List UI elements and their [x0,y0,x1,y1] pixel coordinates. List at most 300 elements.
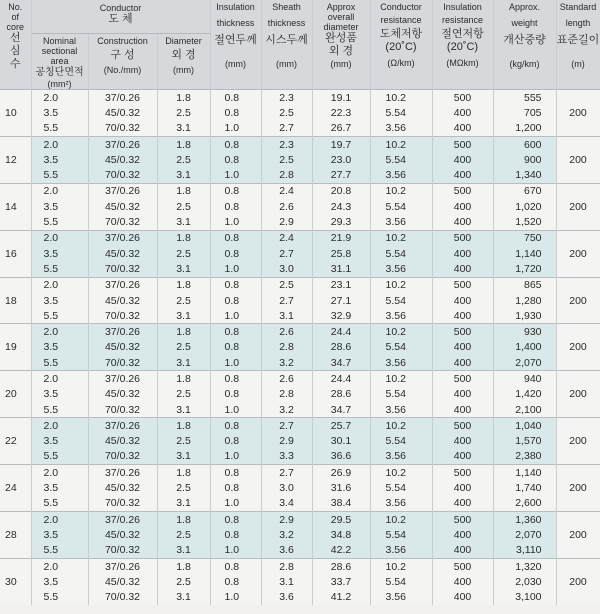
cell-ins-resistance: 400 [432,402,493,418]
cell-area: 3.5 [31,152,88,167]
cell-standard-length: 200 [556,136,600,183]
cell-overall: 33.7 [312,574,370,589]
cell-resistance: 3.56 [370,590,432,605]
cell-resistance: 5.54 [370,246,432,261]
cell-insulation: 0.8 [210,371,261,387]
cell-standard-length: 200 [556,512,600,559]
cell-resistance: 10.2 [370,512,432,528]
cell-ins-resistance: 400 [432,590,493,605]
cell-diameter: 3.1 [157,261,210,277]
cell-insulation: 1.0 [210,214,261,230]
cell-insulation: 1.0 [210,121,261,137]
cell-construction: 45/0.32 [88,105,157,120]
cell-overall: 21.9 [312,230,370,246]
cell-weight: 555 [493,90,556,106]
table-row [0,324,600,340]
cell-construction: 70/0.32 [88,496,157,512]
cell-insulation: 0.8 [210,418,261,434]
table-row [0,308,600,324]
cell-diameter: 3.1 [157,355,210,371]
cell-overall: 25.7 [312,418,370,434]
cell-area: 2.0 [31,465,88,481]
cell-construction: 70/0.32 [88,121,157,137]
cell-weight: 670 [493,183,556,199]
cell-weight: 1,020 [493,199,556,214]
cell-resistance: 3.56 [370,214,432,230]
cell-sheath: 2.4 [261,230,312,246]
cell-sheath: 3.2 [261,355,312,371]
cell-cores: 30 [0,558,31,604]
cell-sheath: 3.1 [261,308,312,324]
cell-diameter: 2.5 [157,246,210,261]
cell-diameter: 3.1 [157,167,210,183]
cell-sheath: 3.6 [261,543,312,559]
cell-weight: 1,200 [493,121,556,137]
cell-diameter: 2.5 [157,152,210,167]
cell-sheath: 2.4 [261,183,312,199]
cell-resistance: 10.2 [370,371,432,387]
table-body [0,90,600,605]
cell-sheath: 3.4 [261,496,312,512]
cell-sheath: 2.7 [261,246,312,261]
header-overall-diameter: Approx overall diameter 완성품 외 경 (mm) [312,0,370,90]
table-row [0,512,600,528]
cell-area: 2.0 [31,371,88,387]
cell-weight: 1,520 [493,214,556,230]
cell-construction: 37/0.26 [88,418,157,434]
cell-sheath: 3.0 [261,261,312,277]
cell-weight: 2,070 [493,527,556,542]
cell-sheath: 3.3 [261,449,312,465]
cell-sheath: 3.2 [261,527,312,542]
cell-insulation: 1.0 [210,308,261,324]
cell-standard-length: 200 [556,90,600,137]
cell-diameter: 1.8 [157,418,210,434]
cell-sheath: 3.6 [261,590,312,605]
header-conductor-resistance: Conductor resistance 도체저항 (20˚C) (Ω/km) [370,0,432,90]
cell-resistance: 3.56 [370,543,432,559]
cell-insulation: 1.0 [210,449,261,465]
cell-resistance: 3.56 [370,308,432,324]
cell-ins-resistance: 400 [432,261,493,277]
cell-insulation: 0.8 [210,512,261,528]
cell-ins-resistance: 500 [432,277,493,293]
cell-ins-resistance: 500 [432,90,493,106]
cell-sheath: 2.9 [261,214,312,230]
cell-overall: 29.5 [312,512,370,528]
cell-diameter: 1.8 [157,558,210,574]
table-row [0,402,600,418]
cell-insulation: 1.0 [210,402,261,418]
table-row [0,199,600,214]
cell-insulation: 0.8 [210,434,261,449]
cell-diameter: 2.5 [157,574,210,589]
cell-insulation: 0.8 [210,340,261,355]
cell-standard-length: 200 [556,371,600,418]
cell-resistance: 5.54 [370,199,432,214]
cell-overall: 28.6 [312,558,370,574]
cell-diameter: 2.5 [157,387,210,402]
cell-standard-length: 200 [556,277,600,324]
cell-overall: 31.1 [312,261,370,277]
cell-ins-resistance: 500 [432,418,493,434]
cell-ins-resistance: 500 [432,136,493,152]
cell-diameter: 3.1 [157,121,210,137]
cell-overall: 27.1 [312,293,370,308]
cell-diameter: 1.8 [157,465,210,481]
header-construction: Construction 구 성 (No./mm) [88,34,157,90]
cell-cores: 14 [0,183,31,230]
cell-resistance: 5.54 [370,574,432,589]
cell-weight: 1,740 [493,480,556,495]
cell-overall: 23.0 [312,152,370,167]
table-row [0,214,600,230]
cell-resistance: 3.56 [370,167,432,183]
cell-area: 3.5 [31,105,88,120]
cell-resistance: 3.56 [370,121,432,137]
cell-area: 5.5 [31,261,88,277]
cell-overall: 24.4 [312,324,370,340]
cell-construction: 70/0.32 [88,543,157,559]
cell-cores: 16 [0,230,31,277]
cell-overall: 23.1 [312,277,370,293]
cell-sheath: 2.5 [261,152,312,167]
cell-weight: 1,400 [493,340,556,355]
cell-resistance: 10.2 [370,277,432,293]
cell-insulation: 0.8 [210,558,261,574]
cell-construction: 37/0.26 [88,90,157,106]
table-row [0,449,600,465]
cell-area: 2.0 [31,230,88,246]
cell-insulation: 0.8 [210,105,261,120]
cell-construction: 70/0.32 [88,402,157,418]
cell-weight: 1,570 [493,434,556,449]
cell-insulation: 0.8 [210,183,261,199]
cell-weight: 1,280 [493,293,556,308]
cell-resistance: 5.54 [370,105,432,120]
cell-resistance: 10.2 [370,465,432,481]
cell-cores: 24 [0,465,31,512]
cell-overall: 34.7 [312,402,370,418]
cell-ins-resistance: 400 [432,293,493,308]
cell-sheath: 2.9 [261,434,312,449]
cell-construction: 45/0.32 [88,387,157,402]
cell-cores: 22 [0,418,31,465]
cell-diameter: 2.5 [157,199,210,214]
cell-insulation: 0.8 [210,152,261,167]
cell-construction: 70/0.32 [88,449,157,465]
cell-weight: 705 [493,105,556,120]
cell-sheath: 2.8 [261,558,312,574]
cell-weight: 1,720 [493,261,556,277]
cell-resistance: 5.54 [370,527,432,542]
table-row [0,277,600,293]
cell-construction: 37/0.26 [88,512,157,528]
cell-standard-length: 200 [556,558,600,604]
cell-insulation: 0.8 [210,199,261,214]
cell-diameter: 1.8 [157,371,210,387]
cell-resistance: 3.56 [370,496,432,512]
cell-resistance: 5.54 [370,152,432,167]
cell-insulation: 0.8 [210,136,261,152]
cell-weight: 3,100 [493,590,556,605]
cell-ins-resistance: 400 [432,308,493,324]
cell-insulation: 0.8 [210,293,261,308]
cell-sheath: 3.1 [261,574,312,589]
cell-sheath: 2.3 [261,136,312,152]
cell-construction: 37/0.26 [88,371,157,387]
cell-insulation: 1.0 [210,543,261,559]
cell-weight: 2,380 [493,449,556,465]
cell-resistance: 3.56 [370,355,432,371]
cell-area: 2.0 [31,558,88,574]
cell-ins-resistance: 400 [432,167,493,183]
cell-standard-length: 200 [556,230,600,277]
cell-weight: 865 [493,277,556,293]
cell-overall: 19.1 [312,90,370,106]
cell-resistance: 10.2 [370,418,432,434]
cell-resistance: 3.56 [370,402,432,418]
cell-diameter: 3.1 [157,590,210,605]
cell-overall: 29.3 [312,214,370,230]
cell-construction: 45/0.32 [88,574,157,589]
cell-construction: 45/0.32 [88,340,157,355]
cell-ins-resistance: 400 [432,340,493,355]
cell-weight: 1,040 [493,418,556,434]
cell-ins-resistance: 500 [432,558,493,574]
cell-weight: 900 [493,152,556,167]
table-row [0,105,600,120]
cell-weight: 1,140 [493,465,556,481]
cell-insulation: 0.8 [210,246,261,261]
table-row [0,418,600,434]
cell-resistance: 10.2 [370,324,432,340]
header-standard-length: Standard length 표준길이 (m) [556,0,600,90]
cell-insulation: 0.8 [210,527,261,542]
cell-sheath: 2.6 [261,199,312,214]
cell-insulation: 0.8 [210,465,261,481]
cell-construction: 45/0.32 [88,199,157,214]
cell-construction: 70/0.32 [88,308,157,324]
cell-resistance: 5.54 [370,480,432,495]
cell-area: 2.0 [31,90,88,106]
cell-ins-resistance: 400 [432,496,493,512]
cell-area: 3.5 [31,574,88,589]
cell-resistance: 10.2 [370,136,432,152]
cell-overall: 25.8 [312,246,370,261]
table-row [0,465,600,481]
cell-sheath: 2.9 [261,512,312,528]
table-row [0,371,600,387]
cell-cores: 19 [0,324,31,371]
cell-area: 5.5 [31,590,88,605]
cell-ins-resistance: 400 [432,543,493,559]
cell-resistance: 5.54 [370,293,432,308]
cell-construction: 45/0.32 [88,152,157,167]
cell-standard-length: 200 [556,324,600,371]
cell-construction: 37/0.26 [88,324,157,340]
cell-resistance: 10.2 [370,230,432,246]
cell-sheath: 2.7 [261,121,312,137]
cell-cores: 18 [0,277,31,324]
cell-area: 5.5 [31,496,88,512]
cell-sheath: 2.7 [261,418,312,434]
cell-ins-resistance: 400 [432,480,493,495]
cell-weight: 600 [493,136,556,152]
cell-resistance: 5.54 [370,434,432,449]
cell-resistance: 10.2 [370,90,432,106]
cell-diameter: 3.1 [157,214,210,230]
cell-overall: 30.1 [312,434,370,449]
cell-area: 5.5 [31,355,88,371]
cell-diameter: 1.8 [157,90,210,106]
cell-sheath: 2.6 [261,324,312,340]
cell-area: 2.0 [31,183,88,199]
cell-overall: 34.8 [312,527,370,542]
cell-insulation: 0.8 [210,480,261,495]
cell-sheath: 2.6 [261,371,312,387]
cell-construction: 45/0.32 [88,434,157,449]
cell-diameter: 2.5 [157,293,210,308]
table-row [0,543,600,559]
cell-construction: 37/0.26 [88,277,157,293]
cell-insulation: 1.0 [210,590,261,605]
cell-standard-length: 200 [556,418,600,465]
cell-diameter: 1.8 [157,512,210,528]
cell-overall: 41.2 [312,590,370,605]
cell-ins-resistance: 500 [432,324,493,340]
cell-ins-resistance: 500 [432,512,493,528]
cell-sheath: 2.7 [261,293,312,308]
cell-area: 3.5 [31,199,88,214]
cell-ins-resistance: 400 [432,121,493,137]
cell-ins-resistance: 400 [432,527,493,542]
table-header [0,0,600,90]
cell-weight: 2,070 [493,355,556,371]
cell-insulation: 0.8 [210,277,261,293]
cell-area: 3.5 [31,480,88,495]
table-row [0,496,600,512]
header-nominal-area: Nominal sectional area 공칭단면적 (mm²) [31,34,88,90]
cell-overall: 42.2 [312,543,370,559]
cell-weight: 3,110 [493,543,556,559]
cell-ins-resistance: 400 [432,214,493,230]
cell-ins-resistance: 400 [432,449,493,465]
cell-cores: 28 [0,512,31,559]
header-diameter: Diameter 외 경 (mm) [157,34,210,90]
cell-overall: 24.3 [312,199,370,214]
table-row [0,590,600,605]
cell-overall: 20.8 [312,183,370,199]
cell-construction: 70/0.32 [88,355,157,371]
cell-area: 3.5 [31,340,88,355]
cell-overall: 22.3 [312,105,370,120]
cell-ins-resistance: 400 [432,355,493,371]
cell-overall: 28.6 [312,340,370,355]
cell-diameter: 3.1 [157,496,210,512]
cell-area: 2.0 [31,277,88,293]
table-row [0,355,600,371]
table-row [0,558,600,574]
table-row [0,434,600,449]
cell-insulation: 1.0 [210,261,261,277]
table-row [0,480,600,495]
cell-construction: 37/0.26 [88,183,157,199]
cell-area: 5.5 [31,167,88,183]
cell-sheath: 2.3 [261,90,312,106]
table-row [0,527,600,542]
cell-construction: 37/0.26 [88,136,157,152]
cell-sheath: 3.0 [261,480,312,495]
cell-weight: 750 [493,230,556,246]
cell-construction: 70/0.32 [88,214,157,230]
table-row [0,136,600,152]
cell-diameter: 2.5 [157,527,210,542]
cell-ins-resistance: 500 [432,230,493,246]
cell-insulation: 0.8 [210,230,261,246]
cell-weight: 2,100 [493,402,556,418]
cell-construction: 45/0.32 [88,480,157,495]
cell-insulation: 0.8 [210,324,261,340]
cell-area: 5.5 [31,121,88,137]
cell-construction: 45/0.32 [88,527,157,542]
cell-standard-length: 200 [556,183,600,230]
cell-overall: 26.9 [312,465,370,481]
cell-area: 2.0 [31,512,88,528]
header-weight: Approx. weight 개산중량 (kg/km) [493,0,556,90]
cell-ins-resistance: 400 [432,152,493,167]
table-row [0,90,600,106]
cell-weight: 2,600 [493,496,556,512]
cell-diameter: 3.1 [157,543,210,559]
cell-weight: 1,140 [493,246,556,261]
cell-area: 2.0 [31,418,88,434]
cell-resistance: 10.2 [370,558,432,574]
cell-diameter: 1.8 [157,136,210,152]
cell-diameter: 1.8 [157,324,210,340]
header-insulation-thickness: Insulation thickness 절연두께 (mm) [210,0,261,90]
cell-resistance: 5.54 [370,340,432,355]
cell-diameter: 1.8 [157,183,210,199]
cell-sheath: 2.8 [261,167,312,183]
cell-area: 2.0 [31,136,88,152]
cell-standard-length: 200 [556,465,600,512]
cell-diameter: 1.8 [157,230,210,246]
cell-ins-resistance: 400 [432,199,493,214]
table-row [0,167,600,183]
cell-construction: 70/0.32 [88,167,157,183]
cell-overall: 24.4 [312,371,370,387]
cell-cores: 12 [0,136,31,183]
header-sheath-thickness: Sheath thickness 시스두께 (mm) [261,0,312,90]
cell-overall: 19.7 [312,136,370,152]
cell-sheath: 2.8 [261,340,312,355]
cell-sheath: 2.7 [261,465,312,481]
table-row [0,183,600,199]
cell-diameter: 3.1 [157,402,210,418]
cell-construction: 37/0.26 [88,465,157,481]
cell-weight: 1,360 [493,512,556,528]
cell-diameter: 1.8 [157,277,210,293]
cell-area: 3.5 [31,293,88,308]
cell-weight: 940 [493,371,556,387]
cell-area: 3.5 [31,527,88,542]
cell-insulation: 1.0 [210,355,261,371]
header-insulation-resistance: Insulation resistance 절연저항 (20˚C) (MΩkm) [432,0,493,90]
cell-ins-resistance: 500 [432,465,493,481]
table-row [0,340,600,355]
cell-ins-resistance: 400 [432,387,493,402]
